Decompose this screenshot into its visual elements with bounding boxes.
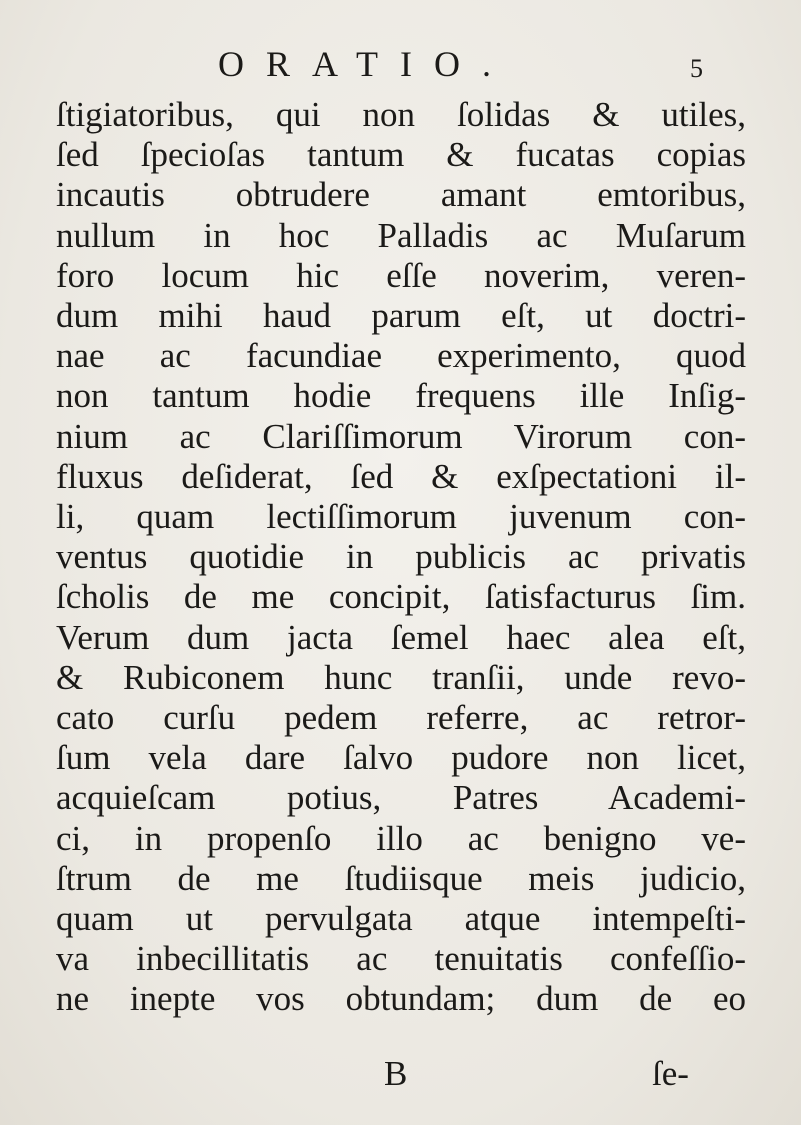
text-line: ſcholis de me concipit, ſatisfacturus ſim. xyxy=(56,577,746,617)
text-line: ſed ſpecioſas tantum & fucatas copias xyxy=(56,135,746,175)
text-line: quam ut pervulgata atque intempeſti- xyxy=(56,899,746,939)
text-line: foro locum hic eſſe noverim, veren- xyxy=(56,255,746,295)
running-title: ORATIO. xyxy=(218,44,513,84)
text-line: ci, in propenſo illo ac benigno ve- xyxy=(56,818,746,858)
text-line: ne inepte vos obtundam; dum de eo xyxy=(56,979,746,1019)
catchword: ſe- xyxy=(652,1054,689,1093)
text-line: nium ac Clariſſimorum Virorum con- xyxy=(56,416,746,456)
text-line: Verum dum jacta ſemel haec alea eſt, xyxy=(56,617,746,657)
text-line: acquieſcam potius, Patres Academi- xyxy=(56,778,746,818)
text-line: ventus quotidie in publicis ac privatis xyxy=(56,537,746,577)
text-line: li, quam lectiſſimorum juvenum con- xyxy=(56,497,746,537)
text-line: ſum vela dare ſalvo pudore non licet, xyxy=(56,738,746,778)
text-line: fluxus deſiderat, ſed & exſpectationi il- xyxy=(56,456,746,496)
text-line: cato curſu pedem referre, ac retror- xyxy=(56,698,746,738)
text-line: nullum in hoc Palladis ac Muſarum xyxy=(56,215,746,255)
text-line: & Rubiconem hunc tranſii, unde revo- xyxy=(56,657,746,697)
page-number: 5 xyxy=(690,54,703,83)
text-line: va inbecillitatis ac tenuitatis confeſſio- xyxy=(56,939,746,979)
page-footer xyxy=(0,1052,801,1096)
signature-mark: B xyxy=(384,1054,408,1093)
text-line: ſtrum de me ſtudiisque meis judicio, xyxy=(56,858,746,898)
text-line: nae ac facundiae experimento, quod xyxy=(56,336,746,376)
text-line: dum mihi haud parum eſt, ut doctri- xyxy=(56,296,746,336)
text-line: incautis obtrudere amant emtoribus, xyxy=(56,175,746,215)
body-text xyxy=(56,95,746,1020)
text-line: non tantum hodie frequens ille Inſig- xyxy=(56,376,746,416)
text-line: ſtigiatoribus, qui non ſolidas & utiles, xyxy=(56,95,746,134)
